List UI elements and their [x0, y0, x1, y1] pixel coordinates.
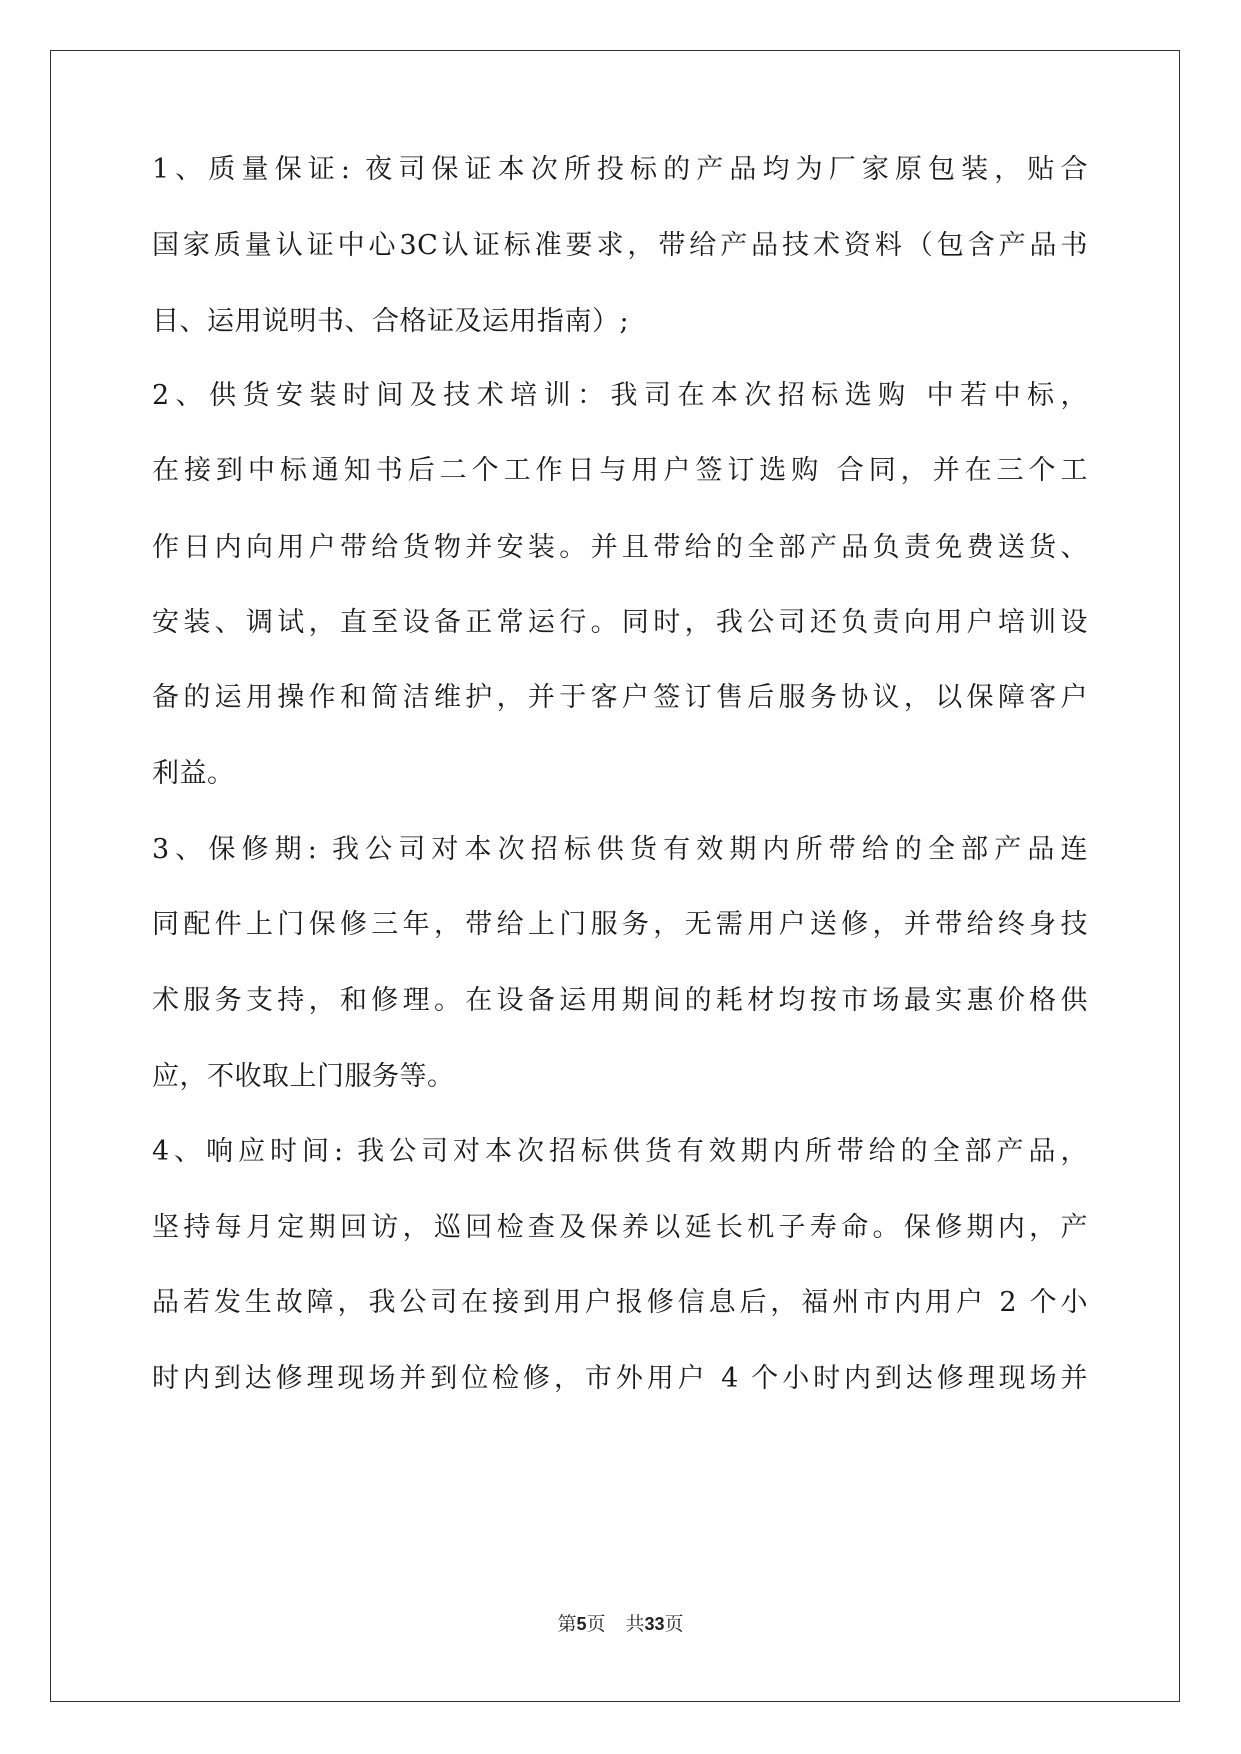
paragraph-4-line-4: 时内到达修理现场并到位检修，市外用户 4 个小时内到达修理现场并	[152, 1363, 1088, 1394]
footer-total-prefix: 共	[625, 1613, 645, 1635]
footer-page-suffix: 页	[586, 1613, 606, 1635]
footer-total-pages: 33	[644, 1614, 665, 1634]
paragraph-2-line-1: 2、供货安装时间及技术培训：我司在本次招标选购 中若中标，	[152, 380, 1088, 411]
page-footer	[0, 1612, 1241, 1636]
paragraph-3-line-3: 术服务支持，和修理。在设备运用期间的耗材均按市场最实惠价格供	[152, 985, 1088, 1016]
footer-total-suffix: 页	[664, 1613, 684, 1635]
paragraph-4-line-2: 坚持每月定期回访，巡回检查及保养以延长机子寿命。保修期内，产	[152, 1212, 1088, 1243]
paragraph-3-line-1: 3、保修期: 我公司对本次招标供货有效期内所带给的全部产品连	[152, 834, 1088, 865]
footer-page-number: 5	[576, 1614, 587, 1634]
paragraph-4-line-1: 4、响应时间: 我公司对本次招标供货有效期内所带给的全部产品，	[152, 1136, 1088, 1167]
page-border	[50, 50, 1180, 1702]
paragraph-3-line-2: 同配件上门保修三年，带给上门服务，无需用户送修，并带给终身技	[152, 909, 1088, 940]
paragraph-3-line-4: 应，不收取上门服务等。	[152, 1061, 455, 1092]
paragraph-2-line-6: 利益。	[152, 758, 235, 789]
paragraph-2-line-5: 备的运用操作和简洁维护，并于客户签订售后服务协议，以保障客户	[152, 682, 1088, 713]
paragraph-1-line-2: 国家质量认证中心3C认证标准要求，带给产品技术资料（包含产品书	[152, 230, 1088, 261]
footer-page-prefix: 第	[557, 1613, 577, 1635]
paragraph-2-line-4: 安装、调试，直至设备正常运行。同时，我公司还负责向用户培训设	[152, 607, 1088, 638]
paragraph-1-line-3: 目、运用说明书、合格证及运用指南）;	[152, 306, 630, 337]
paragraph-2-line-3: 作日内向用户带给货物并安装。并且带给的全部产品负责免费送货、	[152, 532, 1088, 563]
paragraph-1-line-1: 1、质量保证: 夜司保证本次所投标的产品均为厂家原包装，贴合	[152, 154, 1088, 185]
paragraph-4-line-3: 品若发生故障，我公司在接到用户报修信息后，福州市内用户 2 个小	[152, 1287, 1088, 1318]
paragraph-2-line-2: 在接到中标通知书后二个工作日与用户签订选购 合同，并在三个工	[152, 455, 1088, 486]
